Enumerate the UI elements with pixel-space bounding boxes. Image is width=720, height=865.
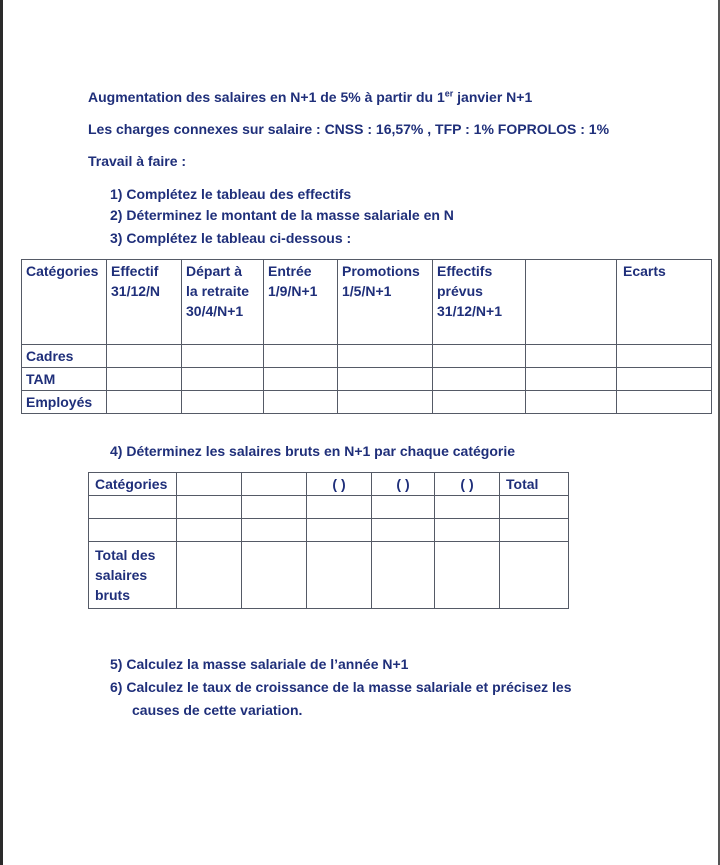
table-row <box>22 368 712 391</box>
effectifs-header-row <box>22 260 712 345</box>
header-depart-retraite: Départ à la retraite 30/4/N+1 <box>182 260 264 345</box>
task-3: 3) Complétez le tableau ci-dessous : <box>110 230 352 246</box>
header-entree: Entrée 1/9/N+1 <box>264 260 338 345</box>
header-paren-1: ( ) <box>307 473 372 496</box>
task-6: 6) Calculez le taux de croissance de la masse salariale et précisez les <box>110 679 572 695</box>
table-row <box>89 496 569 519</box>
table-row <box>89 519 569 542</box>
header-effectifs-prevus: Effectifs prévus 31/12/N+1 <box>433 260 526 345</box>
table-row <box>22 391 712 414</box>
total-salaires-bruts-label: Total des salaires bruts <box>89 542 177 609</box>
page-left-edge <box>0 0 3 865</box>
header-paren-2: ( ) <box>372 473 435 496</box>
header-ecarts: Ecarts <box>617 260 712 345</box>
header-paren-3: ( ) <box>435 473 500 496</box>
table-row <box>22 345 712 368</box>
row-label-tam: TAM <box>22 368 107 391</box>
task-1: 1) Complétez le tableau des effectifs <box>110 186 352 202</box>
task-4: 4) Déterminez les salaires bruts en N+1 par chaque catégorie <box>110 443 516 459</box>
salaires-bruts-table <box>88 472 569 609</box>
header-promotions: Promotions 1/5/N+1 <box>338 260 433 345</box>
header-empty <box>526 260 617 345</box>
header-categories: Catégories <box>22 260 107 345</box>
header-total: Total <box>500 473 569 496</box>
header-categories-2: Catégories <box>89 473 177 496</box>
task-5: 5) Calculez la masse salariale de l’année N+1 <box>110 656 409 672</box>
effectifs-table <box>21 259 712 414</box>
intro-line-salary-increase: Augmentation des salaires en N+1 de 5% à partir du 1er janvier N+1 <box>88 88 533 105</box>
intro-line-charges: Les charges connexes sur salaire : CNSS : 16,57% , TFP : 1% FOPROLOS : 1% <box>88 121 610 137</box>
row-label-cadres: Cadres <box>22 345 107 368</box>
intro-line-work-title: Travail à faire : <box>88 153 187 169</box>
header-effectif: Effectif 31/12/N <box>107 260 182 345</box>
task-6-continuation: causes de cette variation. <box>132 702 303 718</box>
task-2: 2) Déterminez le montant de la masse salariale en N <box>110 207 454 223</box>
salaires-header-row <box>89 473 569 496</box>
table-row <box>89 542 569 609</box>
row-label-employes: Employés <box>22 391 107 414</box>
